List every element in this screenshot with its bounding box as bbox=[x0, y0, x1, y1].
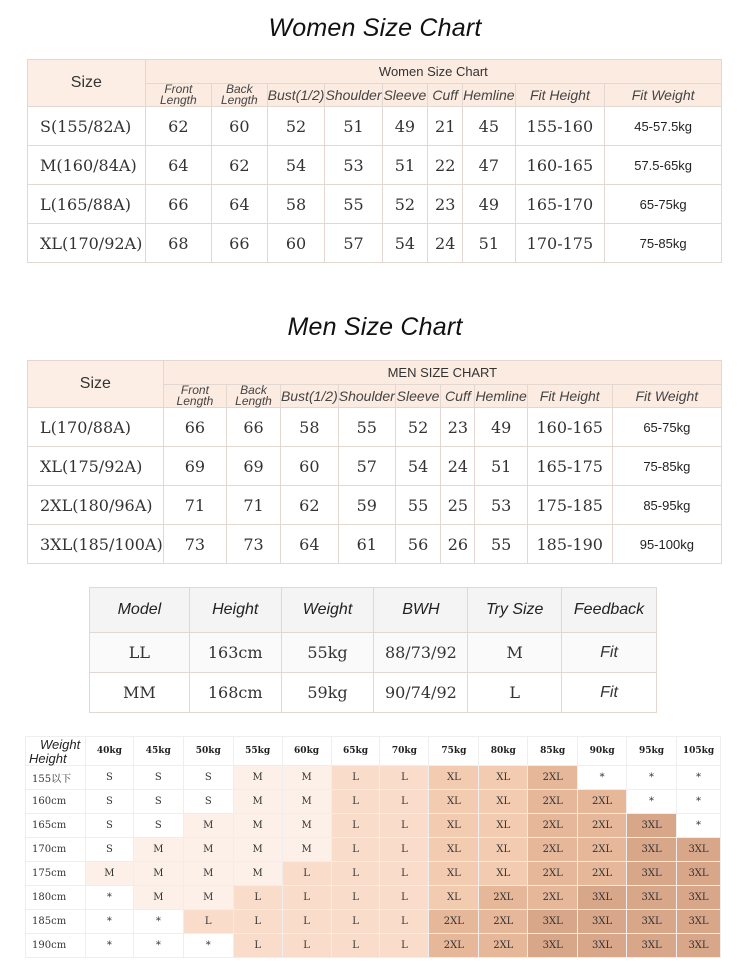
fit-weight-cell: 65-75kg bbox=[612, 408, 721, 447]
size-cell: L bbox=[380, 814, 429, 838]
size-cell: 2XL bbox=[528, 862, 578, 886]
size-label: 2XL(180/96A) bbox=[28, 486, 164, 525]
measurement-cell: 160-165 bbox=[515, 146, 605, 185]
fit-weight-cell: 75-85kg bbox=[605, 224, 722, 263]
measurement-cell: 47 bbox=[463, 146, 515, 185]
size-cell: 3XL bbox=[677, 862, 721, 886]
size-cell: L bbox=[233, 886, 282, 910]
column-header: Sleeve bbox=[382, 84, 428, 107]
column-header: Fit Weight bbox=[605, 84, 722, 107]
model-cell: 59kg bbox=[281, 673, 374, 713]
size-cell: XL bbox=[429, 886, 479, 910]
model-cell: 88/73/92 bbox=[374, 633, 468, 673]
matrix-row bbox=[26, 766, 721, 790]
corner-height-label: Height bbox=[29, 751, 67, 766]
women-size-table bbox=[27, 59, 722, 263]
measurement-cell: 52 bbox=[395, 408, 441, 447]
size-cell: L bbox=[233, 934, 282, 958]
size-cell: L bbox=[331, 910, 380, 934]
model-row bbox=[90, 633, 657, 673]
measurement-cell: 52 bbox=[382, 185, 428, 224]
size-cell: L bbox=[282, 886, 331, 910]
size-cell: L bbox=[380, 790, 429, 814]
column-header: Shoulder bbox=[325, 84, 382, 107]
size-cell: L bbox=[233, 910, 282, 934]
table-row bbox=[28, 486, 722, 525]
size-cell: 2XL bbox=[479, 934, 528, 958]
measurement-cell: 22 bbox=[428, 146, 463, 185]
model-column-header: Model bbox=[90, 588, 190, 633]
measurement-cell: 66 bbox=[211, 224, 267, 263]
measurement-cell: 55 bbox=[325, 185, 382, 224]
size-cell: L bbox=[331, 790, 380, 814]
size-cell: L bbox=[282, 862, 331, 886]
measurement-cell: 53 bbox=[325, 146, 382, 185]
measurement-cell: 185-190 bbox=[527, 525, 612, 564]
size-cell: L bbox=[331, 862, 380, 886]
measurement-cell: 49 bbox=[475, 408, 527, 447]
size-cell: * bbox=[85, 934, 133, 958]
size-cell: S bbox=[183, 766, 233, 790]
table-row bbox=[28, 224, 722, 263]
size-cell: 2XL bbox=[578, 838, 627, 862]
measurement-cell: 51 bbox=[382, 146, 428, 185]
measurement-cell: 64 bbox=[211, 185, 267, 224]
height-label: 165cm bbox=[26, 814, 86, 838]
size-cell: XL bbox=[479, 766, 528, 790]
measurement-cell: 71 bbox=[227, 486, 281, 525]
model-column-header: Weight bbox=[281, 588, 374, 633]
measurement-cell: 25 bbox=[441, 486, 475, 525]
height-label: 155以下 bbox=[26, 766, 86, 790]
model-cell: Fit bbox=[562, 673, 657, 713]
column-header: Fit Height bbox=[527, 385, 612, 408]
fit-weight-cell: 65-75kg bbox=[605, 185, 722, 224]
column-header: Sleeve bbox=[395, 385, 441, 408]
size-label: S(155/82A) bbox=[28, 107, 146, 146]
matrix-corner bbox=[26, 737, 86, 766]
size-cell: 3XL bbox=[677, 934, 721, 958]
measurement-cell: 23 bbox=[441, 408, 475, 447]
size-cell: XL bbox=[479, 790, 528, 814]
size-cell: 3XL bbox=[627, 862, 677, 886]
weight-header: 50kg bbox=[183, 737, 233, 766]
column-header: Fit Height bbox=[515, 84, 605, 107]
matrix-row bbox=[26, 862, 721, 886]
column-header: Fit Weight bbox=[612, 385, 721, 408]
size-label: M(160/84A) bbox=[28, 146, 146, 185]
column-header: Shoulder bbox=[338, 385, 395, 408]
size-cell: L bbox=[380, 934, 429, 958]
corner-weight-label: Weight bbox=[40, 737, 81, 752]
column-header: Hemline bbox=[463, 84, 515, 107]
measurement-cell: 60 bbox=[267, 224, 325, 263]
column-header: Bust(1/2) bbox=[280, 385, 338, 408]
height-label: 160cm bbox=[26, 790, 86, 814]
size-header: Size bbox=[28, 60, 146, 107]
weight-header: 65kg bbox=[331, 737, 380, 766]
size-cell: M bbox=[233, 862, 282, 886]
size-cell: L bbox=[380, 910, 429, 934]
size-cell: XL bbox=[479, 838, 528, 862]
size-cell: 2XL bbox=[578, 814, 627, 838]
size-cell: L bbox=[380, 886, 429, 910]
measurement-cell: 26 bbox=[441, 525, 475, 564]
model-column-header: Try Size bbox=[468, 588, 562, 633]
size-cell: S bbox=[133, 814, 183, 838]
measurement-cell: 21 bbox=[428, 107, 463, 146]
size-cell: L bbox=[282, 934, 331, 958]
size-cell: * bbox=[133, 934, 183, 958]
size-cell: XL bbox=[429, 766, 479, 790]
column-header: Cuff bbox=[441, 385, 475, 408]
model-cell: M bbox=[468, 633, 562, 673]
size-cell: M bbox=[183, 838, 233, 862]
measurement-cell: 49 bbox=[382, 107, 428, 146]
size-cell: S bbox=[133, 790, 183, 814]
fit-weight-cell: 75-85kg bbox=[612, 447, 721, 486]
size-cell: M bbox=[282, 766, 331, 790]
size-cell: 2XL bbox=[578, 862, 627, 886]
group-header: MEN SIZE CHART bbox=[163, 361, 721, 385]
weight-header: 80kg bbox=[479, 737, 528, 766]
size-label: L(165/88A) bbox=[28, 185, 146, 224]
size-label: L(170/88A) bbox=[28, 408, 164, 447]
size-cell: M bbox=[282, 838, 331, 862]
measurement-cell: 51 bbox=[463, 224, 515, 263]
weight-header: 70kg bbox=[380, 737, 429, 766]
measurement-cell: 66 bbox=[227, 408, 281, 447]
size-cell: * bbox=[133, 910, 183, 934]
size-label: XL(175/92A) bbox=[28, 447, 164, 486]
size-label: XL(170/92A) bbox=[28, 224, 146, 263]
size-cell: * bbox=[578, 766, 627, 790]
model-column-header: Feedback bbox=[562, 588, 657, 633]
weight-header: 85kg bbox=[528, 737, 578, 766]
model-cell: L bbox=[468, 673, 562, 713]
size-cell: L bbox=[183, 910, 233, 934]
height-label: 190cm bbox=[26, 934, 86, 958]
size-label: 3XL(185/100A) bbox=[28, 525, 164, 564]
size-cell: L bbox=[331, 934, 380, 958]
size-cell: L bbox=[282, 910, 331, 934]
column-header: Cuff bbox=[428, 84, 463, 107]
measurement-cell: 53 bbox=[475, 486, 527, 525]
size-cell: 2XL bbox=[528, 766, 578, 790]
measurement-cell: 61 bbox=[338, 525, 395, 564]
size-cell: L bbox=[331, 814, 380, 838]
table-row bbox=[28, 107, 722, 146]
measurement-cell: 62 bbox=[211, 146, 267, 185]
size-cell: XL bbox=[429, 838, 479, 862]
column-header: Hemline bbox=[475, 385, 527, 408]
measurement-cell: 68 bbox=[145, 224, 211, 263]
measurement-cell: 57 bbox=[338, 447, 395, 486]
height-label: 170cm bbox=[26, 838, 86, 862]
size-header: Size bbox=[28, 361, 164, 408]
size-cell: S bbox=[85, 814, 133, 838]
model-column-header: Height bbox=[189, 588, 281, 633]
measurement-cell: 66 bbox=[163, 408, 226, 447]
measurement-cell: 73 bbox=[163, 525, 226, 564]
weight-header: 105kg bbox=[677, 737, 721, 766]
measurement-cell: 62 bbox=[280, 486, 338, 525]
fit-weight-cell: 85-95kg bbox=[612, 486, 721, 525]
size-cell: XL bbox=[479, 862, 528, 886]
size-cell: M bbox=[233, 838, 282, 862]
size-cell: * bbox=[677, 766, 721, 790]
size-cell: M bbox=[133, 862, 183, 886]
measurement-cell: 24 bbox=[428, 224, 463, 263]
size-cell: M bbox=[233, 766, 282, 790]
measurement-cell: 51 bbox=[475, 447, 527, 486]
women-chart-title: Women Size Chart bbox=[268, 14, 482, 42]
size-cell: M bbox=[133, 838, 183, 862]
weight-header: 95kg bbox=[627, 737, 677, 766]
measurement-cell: 58 bbox=[267, 185, 325, 224]
size-cell: 3XL bbox=[528, 910, 578, 934]
size-cell: * bbox=[85, 910, 133, 934]
size-cell: 2XL bbox=[528, 790, 578, 814]
model-cell: LL bbox=[90, 633, 190, 673]
measurement-cell: 170-175 bbox=[515, 224, 605, 263]
size-cell: 3XL bbox=[578, 934, 627, 958]
measurement-cell: 54 bbox=[267, 146, 325, 185]
measurement-cell: 71 bbox=[163, 486, 226, 525]
size-cell: M bbox=[183, 814, 233, 838]
size-cell: 3XL bbox=[627, 886, 677, 910]
measurement-cell: 165-175 bbox=[527, 447, 612, 486]
measurement-cell: 56 bbox=[395, 525, 441, 564]
size-cell: 3XL bbox=[677, 886, 721, 910]
measurement-cell: 64 bbox=[145, 146, 211, 185]
size-cell: 3XL bbox=[677, 838, 721, 862]
measurement-cell: 155-160 bbox=[515, 107, 605, 146]
measurement-cell: 49 bbox=[463, 185, 515, 224]
size-cell: 3XL bbox=[627, 814, 677, 838]
measurement-cell: 59 bbox=[338, 486, 395, 525]
size-cell: M bbox=[282, 814, 331, 838]
model-cell: 168cm bbox=[189, 673, 281, 713]
size-cell: L bbox=[380, 862, 429, 886]
size-cell: 2XL bbox=[479, 910, 528, 934]
size-cell: 2XL bbox=[578, 790, 627, 814]
size-cell: 3XL bbox=[578, 910, 627, 934]
column-header: Bust(1/2) bbox=[267, 84, 325, 107]
size-cell: M bbox=[133, 886, 183, 910]
matrix-row bbox=[26, 814, 721, 838]
table-row bbox=[28, 185, 722, 224]
matrix-row bbox=[26, 838, 721, 862]
size-cell: * bbox=[627, 790, 677, 814]
size-cell: * bbox=[627, 766, 677, 790]
measurement-cell: 69 bbox=[163, 447, 226, 486]
size-cell: 2XL bbox=[429, 934, 479, 958]
matrix-row bbox=[26, 910, 721, 934]
model-cell: Fit bbox=[562, 633, 657, 673]
measurement-cell: 54 bbox=[395, 447, 441, 486]
size-cell: L bbox=[331, 886, 380, 910]
table-row bbox=[28, 146, 722, 185]
height-label: 180cm bbox=[26, 886, 86, 910]
measurement-cell: 175-185 bbox=[527, 486, 612, 525]
size-cell: L bbox=[380, 766, 429, 790]
size-cell: L bbox=[331, 838, 380, 862]
size-cell: 2XL bbox=[528, 838, 578, 862]
model-cell: 163cm bbox=[189, 633, 281, 673]
measurement-cell: 60 bbox=[280, 447, 338, 486]
size-cell: * bbox=[85, 886, 133, 910]
size-cell: * bbox=[183, 934, 233, 958]
measurement-cell: 165-170 bbox=[515, 185, 605, 224]
fit-weight-cell: 95-100kg bbox=[612, 525, 721, 564]
size-matrix bbox=[25, 736, 721, 958]
measurement-cell: 24 bbox=[441, 447, 475, 486]
size-cell: 3XL bbox=[627, 934, 677, 958]
fit-weight-cell: 45-57.5kg bbox=[605, 107, 722, 146]
measurement-cell: 64 bbox=[280, 525, 338, 564]
men-size-table bbox=[27, 360, 722, 564]
size-cell: M bbox=[282, 790, 331, 814]
size-cell: XL bbox=[429, 790, 479, 814]
column-header: Back Length bbox=[227, 385, 281, 408]
model-cell: 55kg bbox=[281, 633, 374, 673]
measurement-cell: 60 bbox=[211, 107, 267, 146]
measurement-cell: 69 bbox=[227, 447, 281, 486]
measurement-cell: 66 bbox=[145, 185, 211, 224]
size-cell: S bbox=[85, 838, 133, 862]
weight-header: 60kg bbox=[282, 737, 331, 766]
matrix-row bbox=[26, 934, 721, 958]
model-column-header: BWH bbox=[374, 588, 468, 633]
height-label: 185cm bbox=[26, 910, 86, 934]
size-cell: M bbox=[233, 790, 282, 814]
size-cell: 3XL bbox=[627, 910, 677, 934]
weight-header: 45kg bbox=[133, 737, 183, 766]
table-row bbox=[28, 525, 722, 564]
size-cell: S bbox=[85, 790, 133, 814]
size-cell: M bbox=[183, 886, 233, 910]
model-cell: MM bbox=[90, 673, 190, 713]
size-cell: 3XL bbox=[578, 886, 627, 910]
model-table bbox=[89, 587, 657, 713]
matrix-row bbox=[26, 886, 721, 910]
size-cell: S bbox=[183, 790, 233, 814]
weight-header: 55kg bbox=[233, 737, 282, 766]
men-chart-title: Men Size Chart bbox=[287, 313, 463, 341]
size-cell: * bbox=[677, 790, 721, 814]
measurement-cell: 55 bbox=[338, 408, 395, 447]
size-cell: 2XL bbox=[528, 814, 578, 838]
measurement-cell: 73 bbox=[227, 525, 281, 564]
measurement-cell: 57 bbox=[325, 224, 382, 263]
group-header: Women Size Chart bbox=[145, 60, 721, 84]
fit-weight-cell: 57.5-65kg bbox=[605, 146, 722, 185]
model-row bbox=[90, 673, 657, 713]
column-header: Front Length bbox=[145, 84, 211, 107]
measurement-cell: 58 bbox=[280, 408, 338, 447]
size-cell: XL bbox=[479, 814, 528, 838]
weight-header: 75kg bbox=[429, 737, 479, 766]
measurement-cell: 45 bbox=[463, 107, 515, 146]
measurement-cell: 51 bbox=[325, 107, 382, 146]
model-cell: 90/74/92 bbox=[374, 673, 468, 713]
size-cell: XL bbox=[429, 862, 479, 886]
size-cell: M bbox=[183, 862, 233, 886]
measurement-cell: 160-165 bbox=[527, 408, 612, 447]
size-cell: M bbox=[233, 814, 282, 838]
size-cell: 2XL bbox=[528, 886, 578, 910]
table-row bbox=[28, 408, 722, 447]
weight-header: 90kg bbox=[578, 737, 627, 766]
size-cell: 3XL bbox=[627, 838, 677, 862]
weight-header: 40kg bbox=[85, 737, 133, 766]
size-cell: L bbox=[331, 766, 380, 790]
matrix-row bbox=[26, 790, 721, 814]
measurement-cell: 62 bbox=[145, 107, 211, 146]
size-cell: 2XL bbox=[479, 886, 528, 910]
size-cell: 3XL bbox=[528, 934, 578, 958]
size-cell: 2XL bbox=[429, 910, 479, 934]
size-cell: L bbox=[380, 838, 429, 862]
height-label: 175cm bbox=[26, 862, 86, 886]
measurement-cell: 52 bbox=[267, 107, 325, 146]
size-cell: XL bbox=[429, 814, 479, 838]
table-row bbox=[28, 447, 722, 486]
size-cell: S bbox=[133, 766, 183, 790]
size-cell: M bbox=[85, 862, 133, 886]
column-header: Front Length bbox=[163, 385, 226, 408]
measurement-cell: 54 bbox=[382, 224, 428, 263]
size-cell: 3XL bbox=[677, 910, 721, 934]
size-cell: S bbox=[85, 766, 133, 790]
size-cell: * bbox=[677, 814, 721, 838]
measurement-cell: 23 bbox=[428, 185, 463, 224]
column-header: Back Length bbox=[211, 84, 267, 107]
measurement-cell: 55 bbox=[475, 525, 527, 564]
measurement-cell: 55 bbox=[395, 486, 441, 525]
